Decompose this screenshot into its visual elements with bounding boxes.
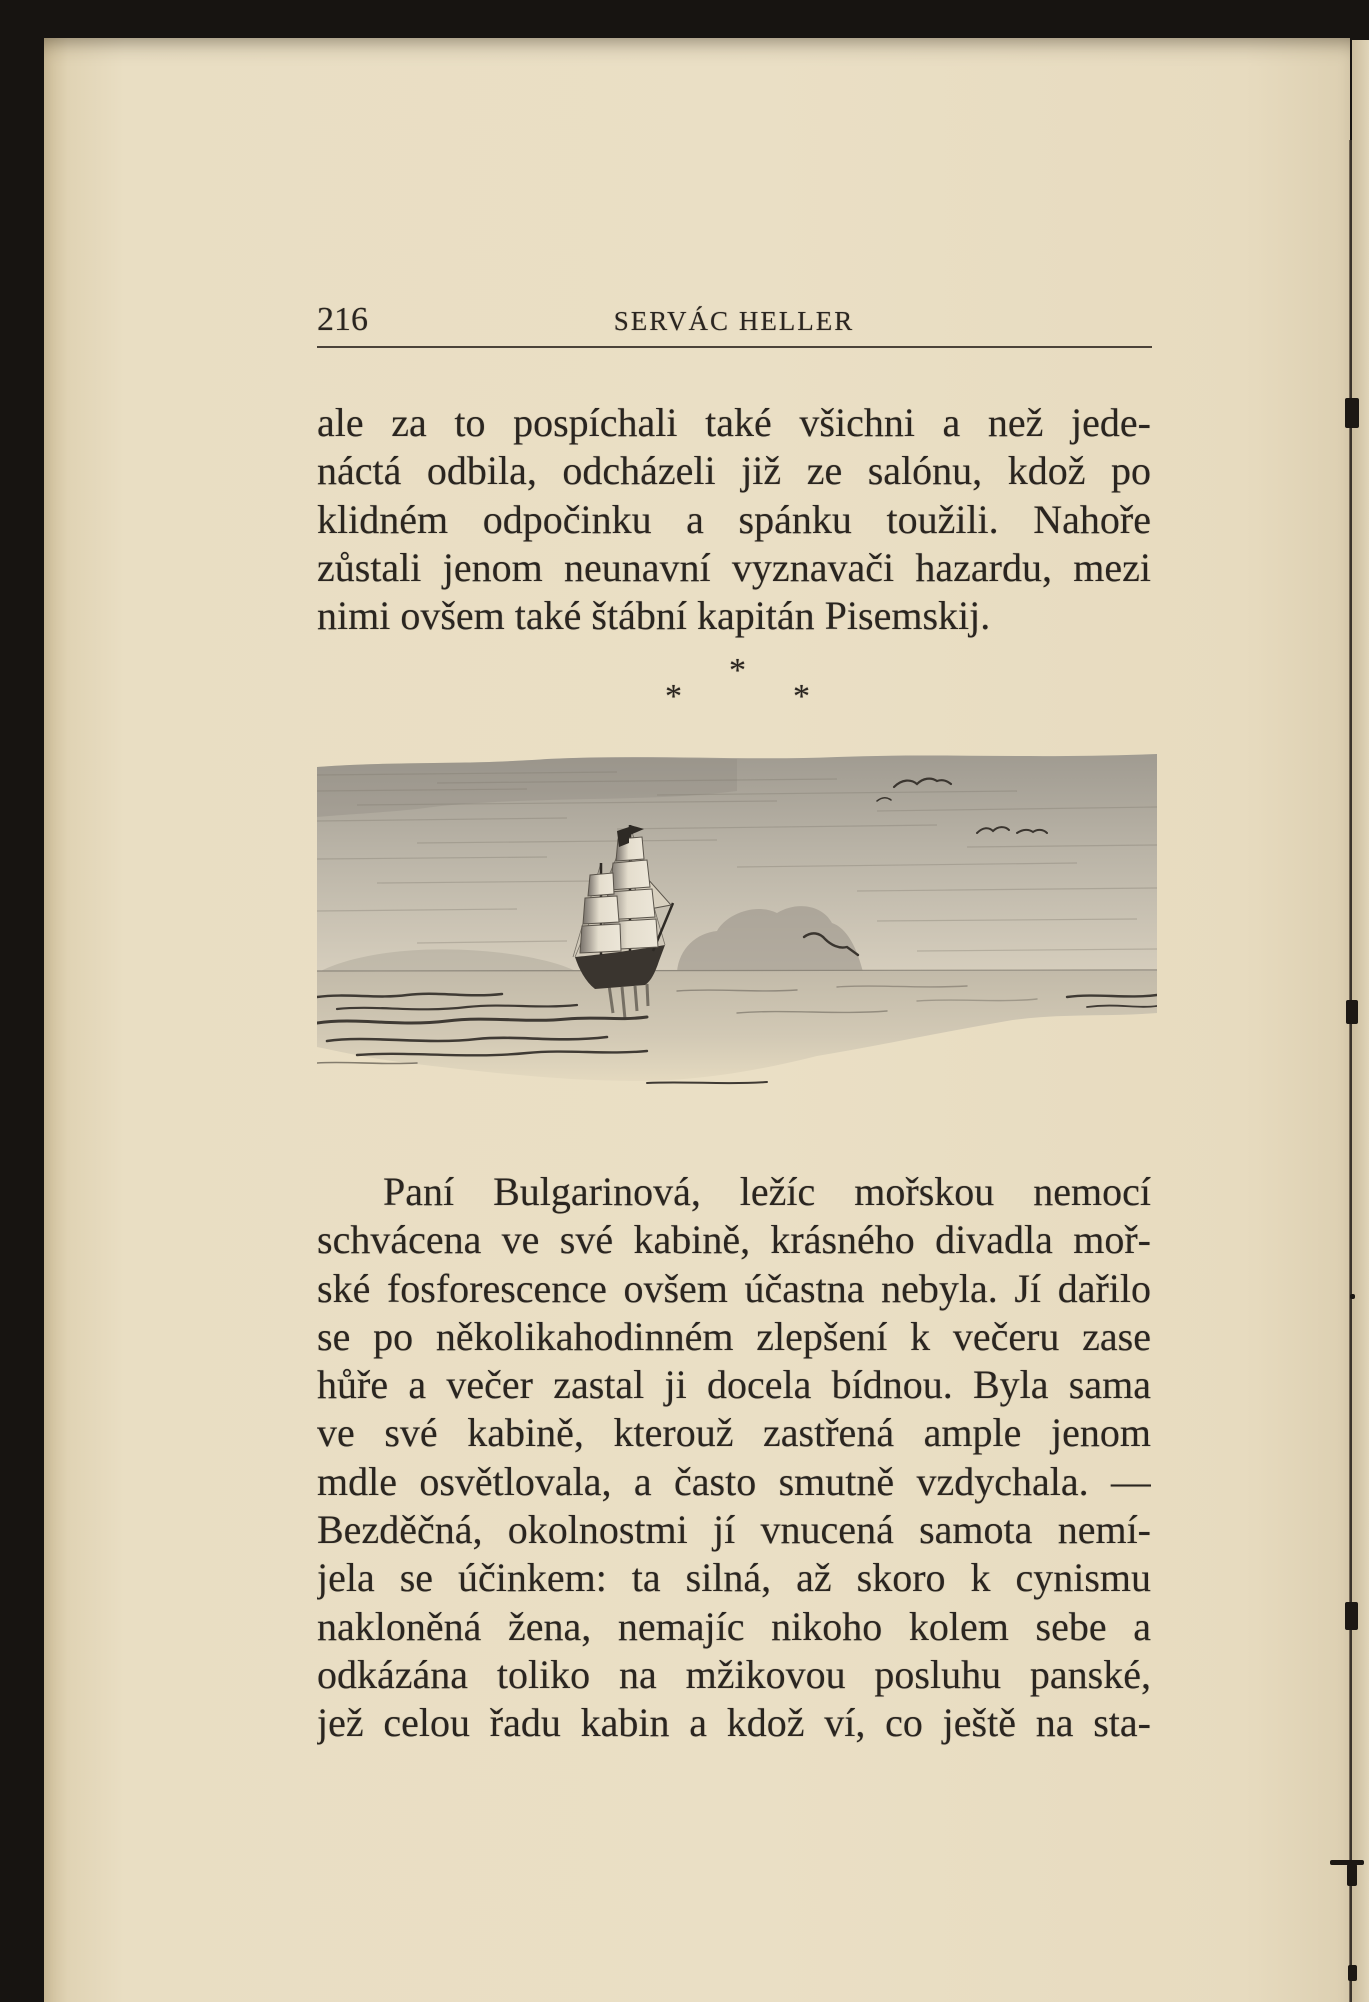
paragraph-2 [317,1168,1151,1748]
text-line: jela se účinkem: ta silná, až skoro k cynismu [317,1555,1151,1601]
wave [1067,995,1157,997]
text-line: Bezděčná, okolnostmi jí vnucená samota nemí- [317,1507,1151,1553]
ship-sail [588,873,614,896]
binding-mark [1345,1602,1358,1630]
wave [837,986,967,987]
separator-asterisk: * [665,678,682,715]
text-line: jež celou řadu kabin a kdož ví, co ještě na sta- [317,1700,1151,1746]
wave [677,990,797,991]
text-line: nakloněná žena, nemajíc nikoho kolem sebe a [317,1603,1151,1649]
ship-sail [610,860,650,890]
text-line: nimi ovšem také štábní kapitán Pisemskij. [317,593,991,639]
text-line: Paní Bulgarinová, ležíc mořskou nemocí [383,1169,1151,1214]
text-line: náctá odbila, odcházeli již ze salónu, kdož po [317,448,1151,494]
text-line: hůře a večer zastal ji docela bídnou. Byla sama [317,1362,1151,1408]
text-line: ve své kabině, kterouž zastřená ample jenom [317,1410,1151,1456]
binding-mark [1346,1000,1358,1024]
text-line: odkázána toliko na mžikovou posluhu panské, [317,1651,1151,1697]
ship-sail [580,924,621,953]
wave [317,1062,417,1063]
ship-illustration [317,751,1157,1096]
text-line: zůstali jenom neunavní vyznavači hazardu, mezi [317,544,1151,590]
ship-sail [583,896,619,924]
sea [317,971,1157,1081]
binding-mark [1350,1294,1355,1299]
page-number: 216 [317,301,368,338]
separator-asterisk: * [729,652,746,689]
text-line: se po několikahodinném zlepšení k večeru zase [317,1313,1151,1359]
text-line: klidném odpočinku a spánku toužili. Nahoře [317,496,1151,542]
header-rule [317,346,1152,348]
binding-mark [1345,398,1359,428]
binding-mark [1347,1864,1357,1886]
binding-mark [1348,1965,1357,1981]
text-line: ské fosforescence ovšem účastna nebyla. Jí dařilo [317,1265,1151,1311]
separator-asterisk: * [793,678,810,715]
running-title: SERVÁC HELLER [613,306,855,336]
wave [647,1082,767,1083]
paragraph-1 [317,399,1151,640]
text-line: schvácena ve své kabině, krásného divadla moř- [317,1217,1151,1263]
text-line: mdle osvětlovala, a často smutně vzdychala. — [317,1458,1151,1504]
text-line: ale za to pospíchali také všichni a než jede- [317,400,1151,445]
